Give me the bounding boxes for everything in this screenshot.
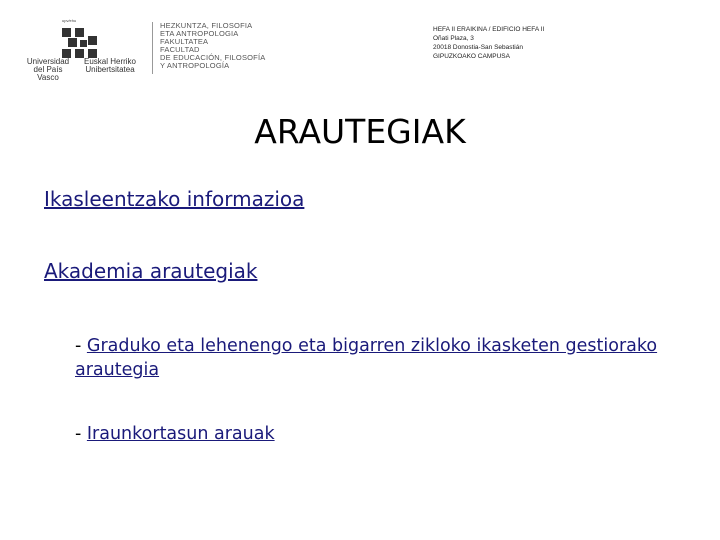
logo-divider — [152, 22, 153, 74]
permanence-rules-link[interactable]: Iraunkortasun arauak — [86, 424, 275, 444]
student-information-link[interactable]: Ikasleentzako informazioa — [44, 187, 305, 211]
university-emblem-icon — [60, 26, 100, 60]
building-address: HEFA II ERAIKINA / EDIFICIO HEFA II Oñati Plaza, 3 20018 Donostia-San Sebastián GIPUZKOAKO CAMPUSA — [433, 26, 545, 60]
page-title: ARAUTEGIAK — [254, 112, 466, 151]
list-dash: - — [75, 424, 87, 444]
university-name-eu: Euskal Herriko Unibertsitatea — [83, 57, 136, 74]
regulation-item — [75, 422, 275, 446]
degree-management-regulation-link[interactable]: Graduko eta lehenengo eta bigarren zikloko ikasketen gestiorako arautegia — [75, 336, 658, 380]
regulation-item — [75, 334, 675, 382]
university-name-es: Universidad del País Vasco — [26, 57, 70, 82]
academic-regulations-link[interactable]: Akademia arautegiak — [44, 259, 258, 283]
list-dash: - — [75, 336, 87, 356]
faculty-name: HEZKUNTZA, FILOSOFIA ETA ANTROPOLOGIA FAKULTATEA FACULTAD DE EDUCACIÓN, FILOSOFÍA Y ANTROPOLOGÍA — [160, 21, 266, 70]
university-small-text: upv/ehu — [62, 18, 77, 23]
university-logo — [22, 18, 272, 82]
